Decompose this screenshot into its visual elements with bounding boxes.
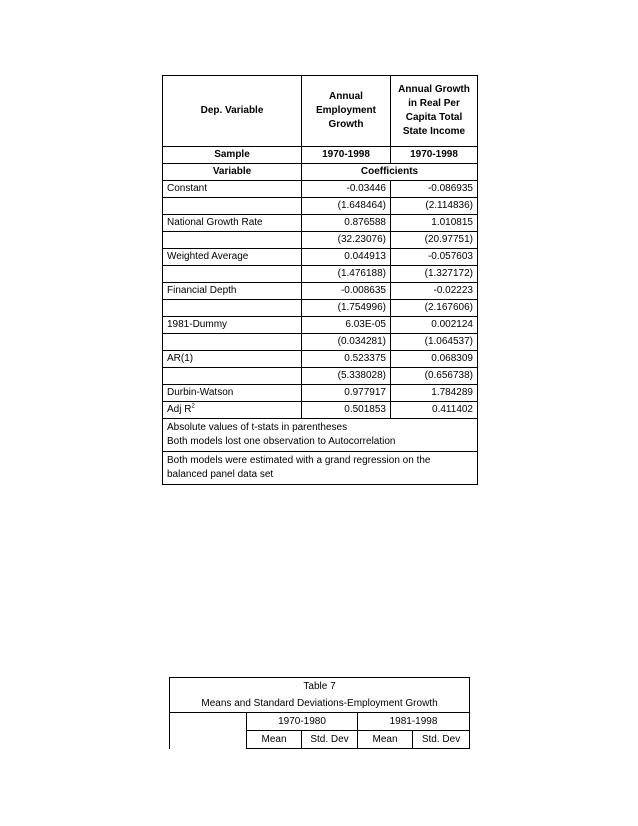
table-row [163,334,478,351]
row-label: Durbin-Watson [163,385,302,402]
row-label: Financial Depth [163,283,302,300]
row-label [163,232,302,249]
table-row [163,300,478,317]
adj-r2-label: Adj $R^2$ [163,402,302,419]
row-value: 1.010815 [391,215,478,232]
col2-header: Annual Growth in Real Per Capita Total State Income [391,76,478,147]
sample-label: Sample [163,147,302,164]
table-row [163,283,478,300]
row-value: 0.002124 [391,317,478,334]
std-dev-header: Std. Dev [302,731,358,749]
sample-col1: 1970-1998 [302,147,391,164]
row-label: Constant [163,181,302,198]
table-row [163,385,478,402]
empty-cell [170,731,247,749]
adj-r2-row [163,402,478,419]
mean-header: Mean [247,731,302,749]
row-value: (1.648464) [302,198,391,215]
row-value: 0.044913 [302,249,391,266]
row-value: (1.476188) [302,266,391,283]
row-label: AR(1) [163,351,302,368]
period-1981-1998: 1981-1998 [358,713,470,731]
note-row [163,452,478,485]
table-row [163,249,478,266]
table-row [163,181,478,198]
table-row [163,198,478,215]
row-value: 0.068309 [391,351,478,368]
coefficients-label: Coefficients [302,164,478,181]
row-value: (1.754996) [302,300,391,317]
variable-label: Variable [163,164,302,181]
dep-variable-label: Dep. Variable [163,76,302,147]
row-value: (2.114836) [391,198,478,215]
row-value: -0.008635 [302,283,391,300]
row-label [163,334,302,351]
row-value: (32.23076) [302,232,391,249]
col1-header: Annual Employment Growth [302,76,391,147]
table-row [163,351,478,368]
row-label [163,266,302,283]
row-value: 0.876588 [302,215,391,232]
row-value: (1.064537) [391,334,478,351]
row-value: 6.03E-05 [302,317,391,334]
table-row [163,266,478,283]
row-label [163,198,302,215]
row-value: (5.338028) [302,368,391,385]
row-label [163,300,302,317]
row-value: 0.523375 [302,351,391,368]
row-label [163,368,302,385]
variable-row [163,164,478,181]
row-value: -0.02223 [391,283,478,300]
row-value: -0.03446 [302,181,391,198]
row-value: (1.327172) [391,266,478,283]
row-value: (20.97751) [391,232,478,249]
note-1: Absolute values of t-stats in parentheses Both models lost one observation to Autocorrelation [163,419,478,452]
period-1970-1980: 1970-1980 [247,713,358,731]
table-row [163,317,478,334]
row-value: -0.057603 [391,249,478,266]
row-label: 1981-Dummy [163,317,302,334]
row-value: 1.784289 [391,385,478,402]
row-label: National Growth Rate [163,215,302,232]
std-dev-header: Std. Dev [413,731,470,749]
mean-header: Mean [358,731,413,749]
table-title: Table 7 [170,678,470,696]
table-row [163,215,478,232]
empty-cell [170,713,247,731]
sample-col2: 1970-1998 [391,147,478,164]
table-subtitle: Means and Standard Deviations-Employment Growth [170,695,470,713]
row-value: (2.167606) [391,300,478,317]
regression-table [162,75,478,485]
adj-r2-col1: 0.501853 [302,402,391,419]
header-row [163,76,478,147]
sample-row [163,147,478,164]
note-row [163,419,478,452]
table-row [163,232,478,249]
row-value: (0.656738) [391,368,478,385]
table-row [163,368,478,385]
note-2: Both models were estimated with a grand regression on the balanced panel data set [163,452,478,485]
row-value: (0.034281) [302,334,391,351]
row-value: -0.086935 [391,181,478,198]
adj-r2-col2: 0.411402 [391,402,478,419]
row-label: Weighted Average [163,249,302,266]
row-value: 0.977917 [302,385,391,402]
means-table [169,677,470,749]
